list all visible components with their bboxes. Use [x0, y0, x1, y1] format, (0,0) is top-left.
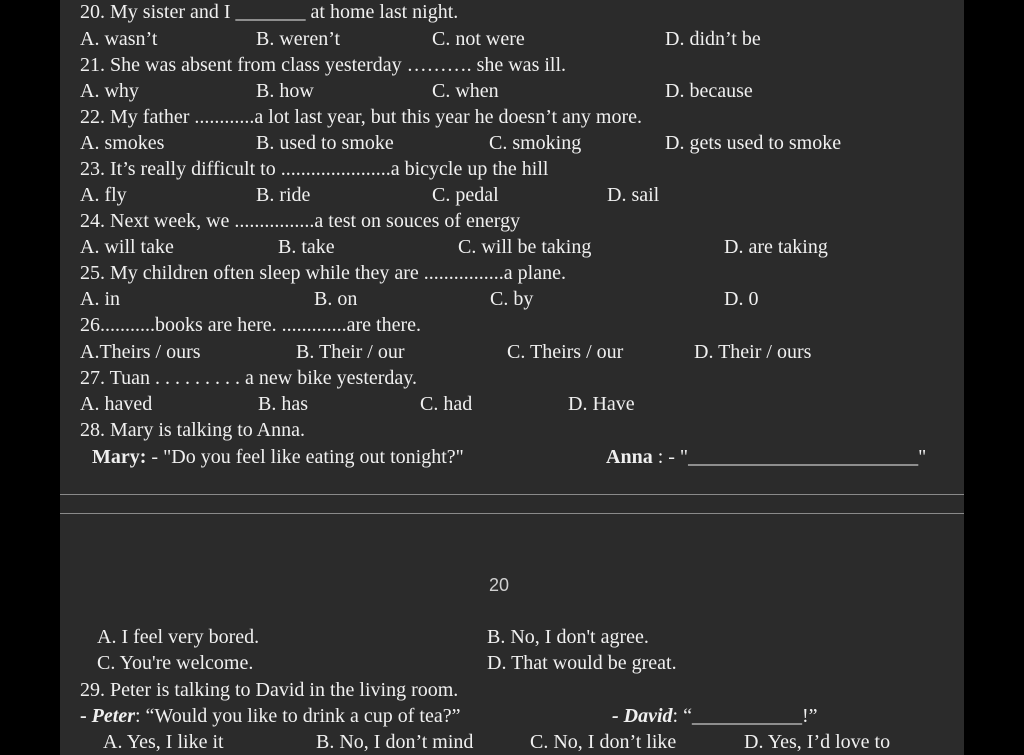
question-21-stem: 21. She was absent from class yesterday ………. she was ill. [80, 54, 567, 76]
peter-dash: - [80, 705, 92, 727]
speaker-mary: Mary: [92, 446, 147, 468]
question-25-option-d: D. 0 [724, 288, 759, 310]
question-29-peter-line [80, 704, 461, 728]
question-25-option-b: B. on [314, 288, 358, 310]
question-22-option-a: A. smokes [80, 132, 165, 154]
question-23-option-a: A. fly [80, 184, 127, 206]
question-24-stem: 24. Next week, we ................a test on souces of energy [80, 210, 521, 232]
question-27-option-d: D. Have [568, 393, 635, 415]
page-gap [60, 488, 964, 520]
question-22-stem: 22. My father ............a lot last year, but this year he doesn’t any more. [80, 106, 643, 128]
speaker-peter: Peter [91, 705, 135, 727]
question-27-stem: 27. Tuan . . . . . . . . . a new bike yesterday. [80, 367, 417, 389]
question-24-option-b: B. take [278, 236, 335, 258]
question-20-option-b: B. weren’t [256, 28, 341, 50]
question-24-option-d: D. are taking [724, 236, 828, 258]
question-29-option-a: A. Yes, I like it [103, 731, 224, 753]
peter-utterance: : “Would you like to drink a cup of tea?” [134, 705, 461, 727]
question-27-option-a: A. haved [80, 393, 153, 415]
anna-utterance: : - "_______________________" [652, 446, 927, 468]
question-28-option-c: C. You're welcome. [97, 652, 254, 674]
question-20-option-c: C. not were [432, 28, 525, 50]
question-28-option-d: D. That would be great. [487, 652, 677, 674]
question-23-option-d: D. sail [607, 184, 660, 206]
question-28-stem: 28. Mary is talking to Anna. [80, 419, 305, 441]
question-27-option-c: C. had [420, 393, 473, 415]
page-divider-bottom [60, 513, 964, 514]
speaker-anna: Anna [606, 446, 653, 468]
question-23-option-b: B. ride [256, 184, 311, 206]
page-divider-top [60, 494, 964, 495]
question-26-option-b: B. Their / our [296, 341, 405, 363]
question-26-stem: 26...........books are here. .............are there. [80, 314, 421, 336]
question-28-option-a: A. I feel very bored. [97, 626, 260, 648]
question-24-option-a: A. will take [80, 236, 174, 258]
question-22-option-d: D. gets used to smoke [665, 132, 842, 154]
question-21-option-a: A. why [80, 80, 139, 102]
question-25-stem: 25. My children often sleep while they are ................a plane. [80, 262, 566, 284]
david-utterance: : “___________!” [672, 705, 818, 727]
question-23-option-c: C. pedal [432, 184, 499, 206]
question-26-option-d: D. Their / ours [694, 341, 812, 363]
question-28-option-b: B. No, I don't agree. [487, 626, 649, 648]
question-22-option-b: B. used to smoke [256, 132, 394, 154]
question-20-stem: 20. My sister and I _______ at home last night. [80, 1, 459, 23]
question-24-option-c: C. will be taking [458, 236, 592, 258]
question-26-option-c: C. Theirs / our [507, 341, 624, 363]
question-20-option-a: A. wasn’t [80, 28, 158, 50]
question-21-option-d: D. because [665, 80, 753, 102]
question-27-option-b: B. has [258, 393, 308, 415]
page-number: 20 [489, 575, 510, 595]
question-29-option-c: C. No, I don’t like [530, 731, 677, 753]
question-21-option-b: B. how [256, 80, 314, 102]
question-29-david-line [612, 704, 818, 728]
question-29-stem: 29. Peter is talking to David in the living room. [80, 679, 459, 701]
question-29-option-b: B. No, I don’t mind [316, 731, 474, 753]
question-29-option-d: D. Yes, I’d love to [744, 731, 891, 753]
question-28-mary-line [92, 445, 464, 469]
speaker-david: - David [612, 705, 673, 727]
question-25-option-c: C. by [490, 288, 534, 310]
question-22-option-c: C. smoking [489, 132, 582, 154]
question-21-option-c: C. when [432, 80, 499, 102]
question-26-option-a: A.Theirs / ours [80, 341, 201, 363]
question-25-option-a: A. in [80, 288, 120, 310]
question-28-anna-line [606, 445, 926, 469]
question-20-option-d: D. didn’t be [665, 28, 761, 50]
question-23-stem: 23. It’s really difficult to ......................a bicycle up the hill [80, 158, 549, 180]
mary-utterance: - "Do you feel like eating out tonight?" [146, 446, 464, 468]
